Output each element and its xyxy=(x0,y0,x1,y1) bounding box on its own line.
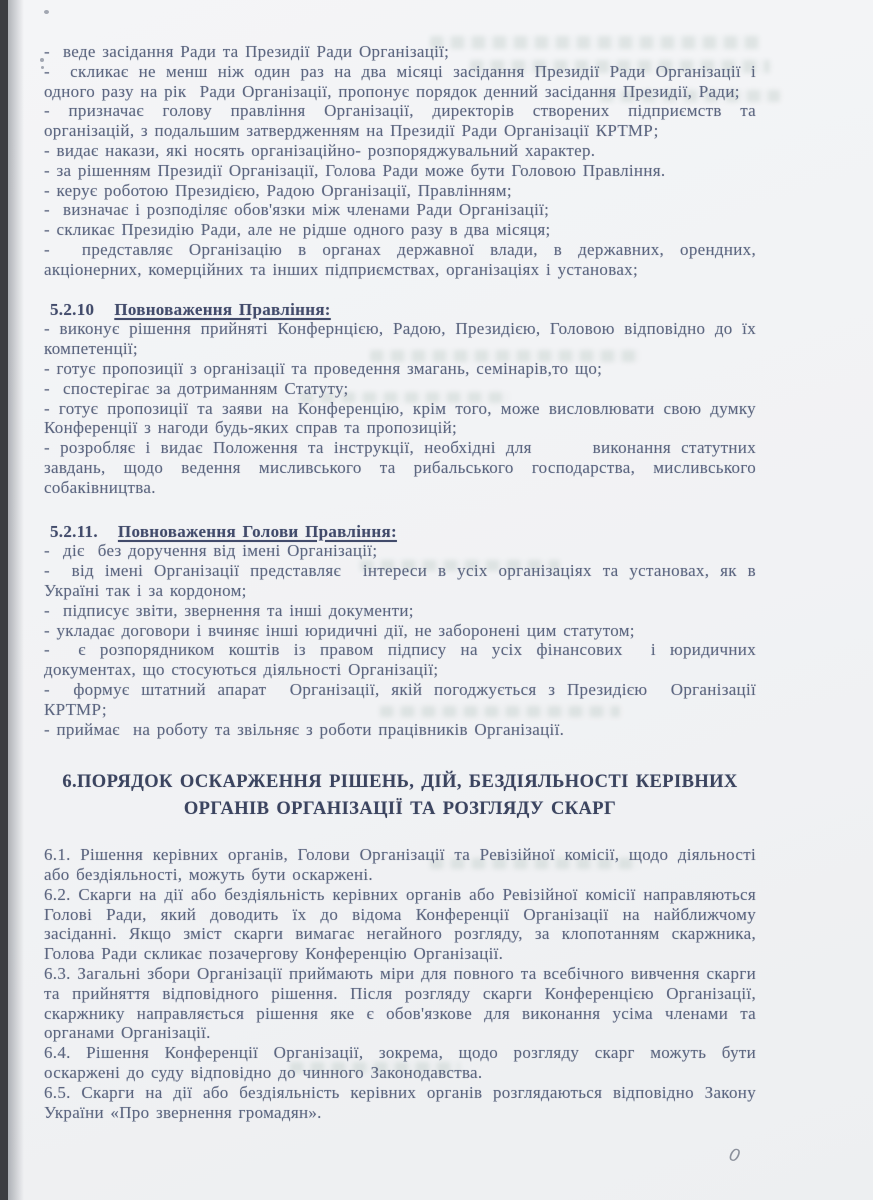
list-item: - представляє Організацію в органах державної влади, в державних, орендних, акціонерних, комерційних та інших підприємствах, організаціях і установах; xyxy=(44,239,756,279)
section-heading xyxy=(44,522,756,542)
scan-speck xyxy=(44,10,49,14)
scanner-edge-fade xyxy=(8,0,24,1200)
section-5-2-10 xyxy=(44,300,756,498)
chapter-heading-line: 6.ПОРЯДОК ОСКАРЖЕННЯ РІШЕНЬ, ДІЙ, БЕЗДІЯЛЬНОСТІ КЕРІВНИХ xyxy=(62,772,738,793)
list-item: - спостерігає за дотриманням Статуту; xyxy=(44,378,349,398)
body-paragraph: 6.2. Скарги на дії або бездіяльність керівних органів або Ревізійної комісії направляються Голові Ради, який доводить їх до відома Конференції Організації на найближчому засіданні. Якщо зміст скарги вимагає негайного розгляду, за клопотанням скаржника, Голова Ради скликає позачергову Конференцію Організації. xyxy=(44,884,756,964)
list-item: - від імені Організації представляє інтереси в усіх організаціях та установах, як в Україні так і за кордоном; xyxy=(44,561,756,600)
list-item: - скликає не менш ніж один раз на два місяці засідання Президії Ради Організації і одного разу на рік Ради Організації, пропонує порядок денний засідання Президії, Ради; xyxy=(44,61,756,101)
list-item: - визначає і розподіляє обов'язки між членами Ради Організації; xyxy=(44,200,550,220)
section-5-2-11 xyxy=(44,522,756,740)
chapter-heading-line: ОРГАНІВ ОРГАНІЗАЦІЇ ТА РОЗГЛЯДУ СКАРГ xyxy=(183,799,617,820)
body-paragraph: 6.3. Загальні збори Організації приймають міри для повного та всебічного вивчення скарги та прийняття відповідного рішення. Після розгляду скарги Конференцією Організації, скаржнику направляється рішення яке є обов'язкове для виконання усіма членами та органами Організації. xyxy=(44,964,756,1043)
document-content xyxy=(44,42,756,1122)
list-item: - веде засідання Ради та Президії Ради Організації; xyxy=(44,42,450,61)
list-item: - готує пропозиції та заяви на Конференцію, крім того, може висловлювати свою думку Конференції з нагоди будь-яких справ та пропозицій; xyxy=(44,398,756,438)
chapter-6-heading xyxy=(44,769,756,823)
list-item: - видає накази, які носять організаційно- розпоряджувальний характер. xyxy=(44,140,596,160)
list-item: - розробляє і видає Положення та інструкції, необхідні для виконання статутних завдань, щодо ведення мисливського та рибальського господарства, мисливського собаківництва. xyxy=(44,438,756,497)
list-item: - готує пропозиції з організації та проведення змагань, семінарів,то що; xyxy=(44,358,603,378)
body-paragraph: 6.4. Рішення Конференції Організації, зокрема, щодо розгляду скарг можуть бути оскаржені до суду відповідно до чинного Законодавства. xyxy=(44,1043,756,1083)
list-item: - підписує звіти, звернення та інші документи; xyxy=(44,600,414,620)
section-title: Повноваження Голови Правління: xyxy=(117,521,397,541)
list-item: - призначає голову правління Організації, директорів створених підприємств та організацій, з подальшим затвердженням на Президії Ради Організації КРТМР; xyxy=(44,101,756,141)
list-item: - виконує рішення прийняті Конфернцією, Радою, Президією, Головою відповідно до їх компетенції; xyxy=(44,319,756,359)
section-heading xyxy=(44,300,756,320)
list-item: - укладає договори і вчиняє інші юридичні дії, не заборонені цим статутом; xyxy=(44,620,635,640)
list-item: - керує роботою Президією, Радою Організації, Правлінням; xyxy=(44,180,512,200)
list-item: - діє без доручення від імені Організації; xyxy=(44,541,378,561)
list-item: - скликає Президію Ради, але не рідше одного разу в два місяця; xyxy=(44,220,551,240)
list-item: - приймає на роботу та звільняє з роботи працівників Організації. xyxy=(44,719,565,739)
body-paragraph: 6.5. Скарги на дії або бездіяльність керівних органів розглядаються відповідно Закону України «Про звернення громадян». xyxy=(44,1082,756,1122)
section-number: 5.2.10 xyxy=(50,299,95,319)
handwritten-page-mark: 0 xyxy=(726,1144,743,1168)
list-item: - є розпорядником коштів із правом підпису на усіх фінансових і юридичних документах, що стосуються діяльності Організації; xyxy=(44,640,756,680)
chapter-6-body xyxy=(44,845,756,1122)
list-item: - за рішенням Президії Організації, Голова Ради може бути Головою Правління. xyxy=(44,160,666,180)
section-number: 5.2.11. xyxy=(50,521,98,541)
list-item: - формує штатний апарат Організації, якій погоджується з Президією Організації КРТМР; xyxy=(44,679,756,719)
section-title: Повноваження Правління: xyxy=(114,299,331,319)
intro-bullet-list xyxy=(44,42,756,280)
body-paragraph: 6.1. Рішення керівних органів, Голови Організації та Ревізійної комісії, щодо діяльності або бездіяльності, можуть бути оскаржені. xyxy=(44,845,756,885)
scanner-edge-shadow xyxy=(0,0,8,1200)
